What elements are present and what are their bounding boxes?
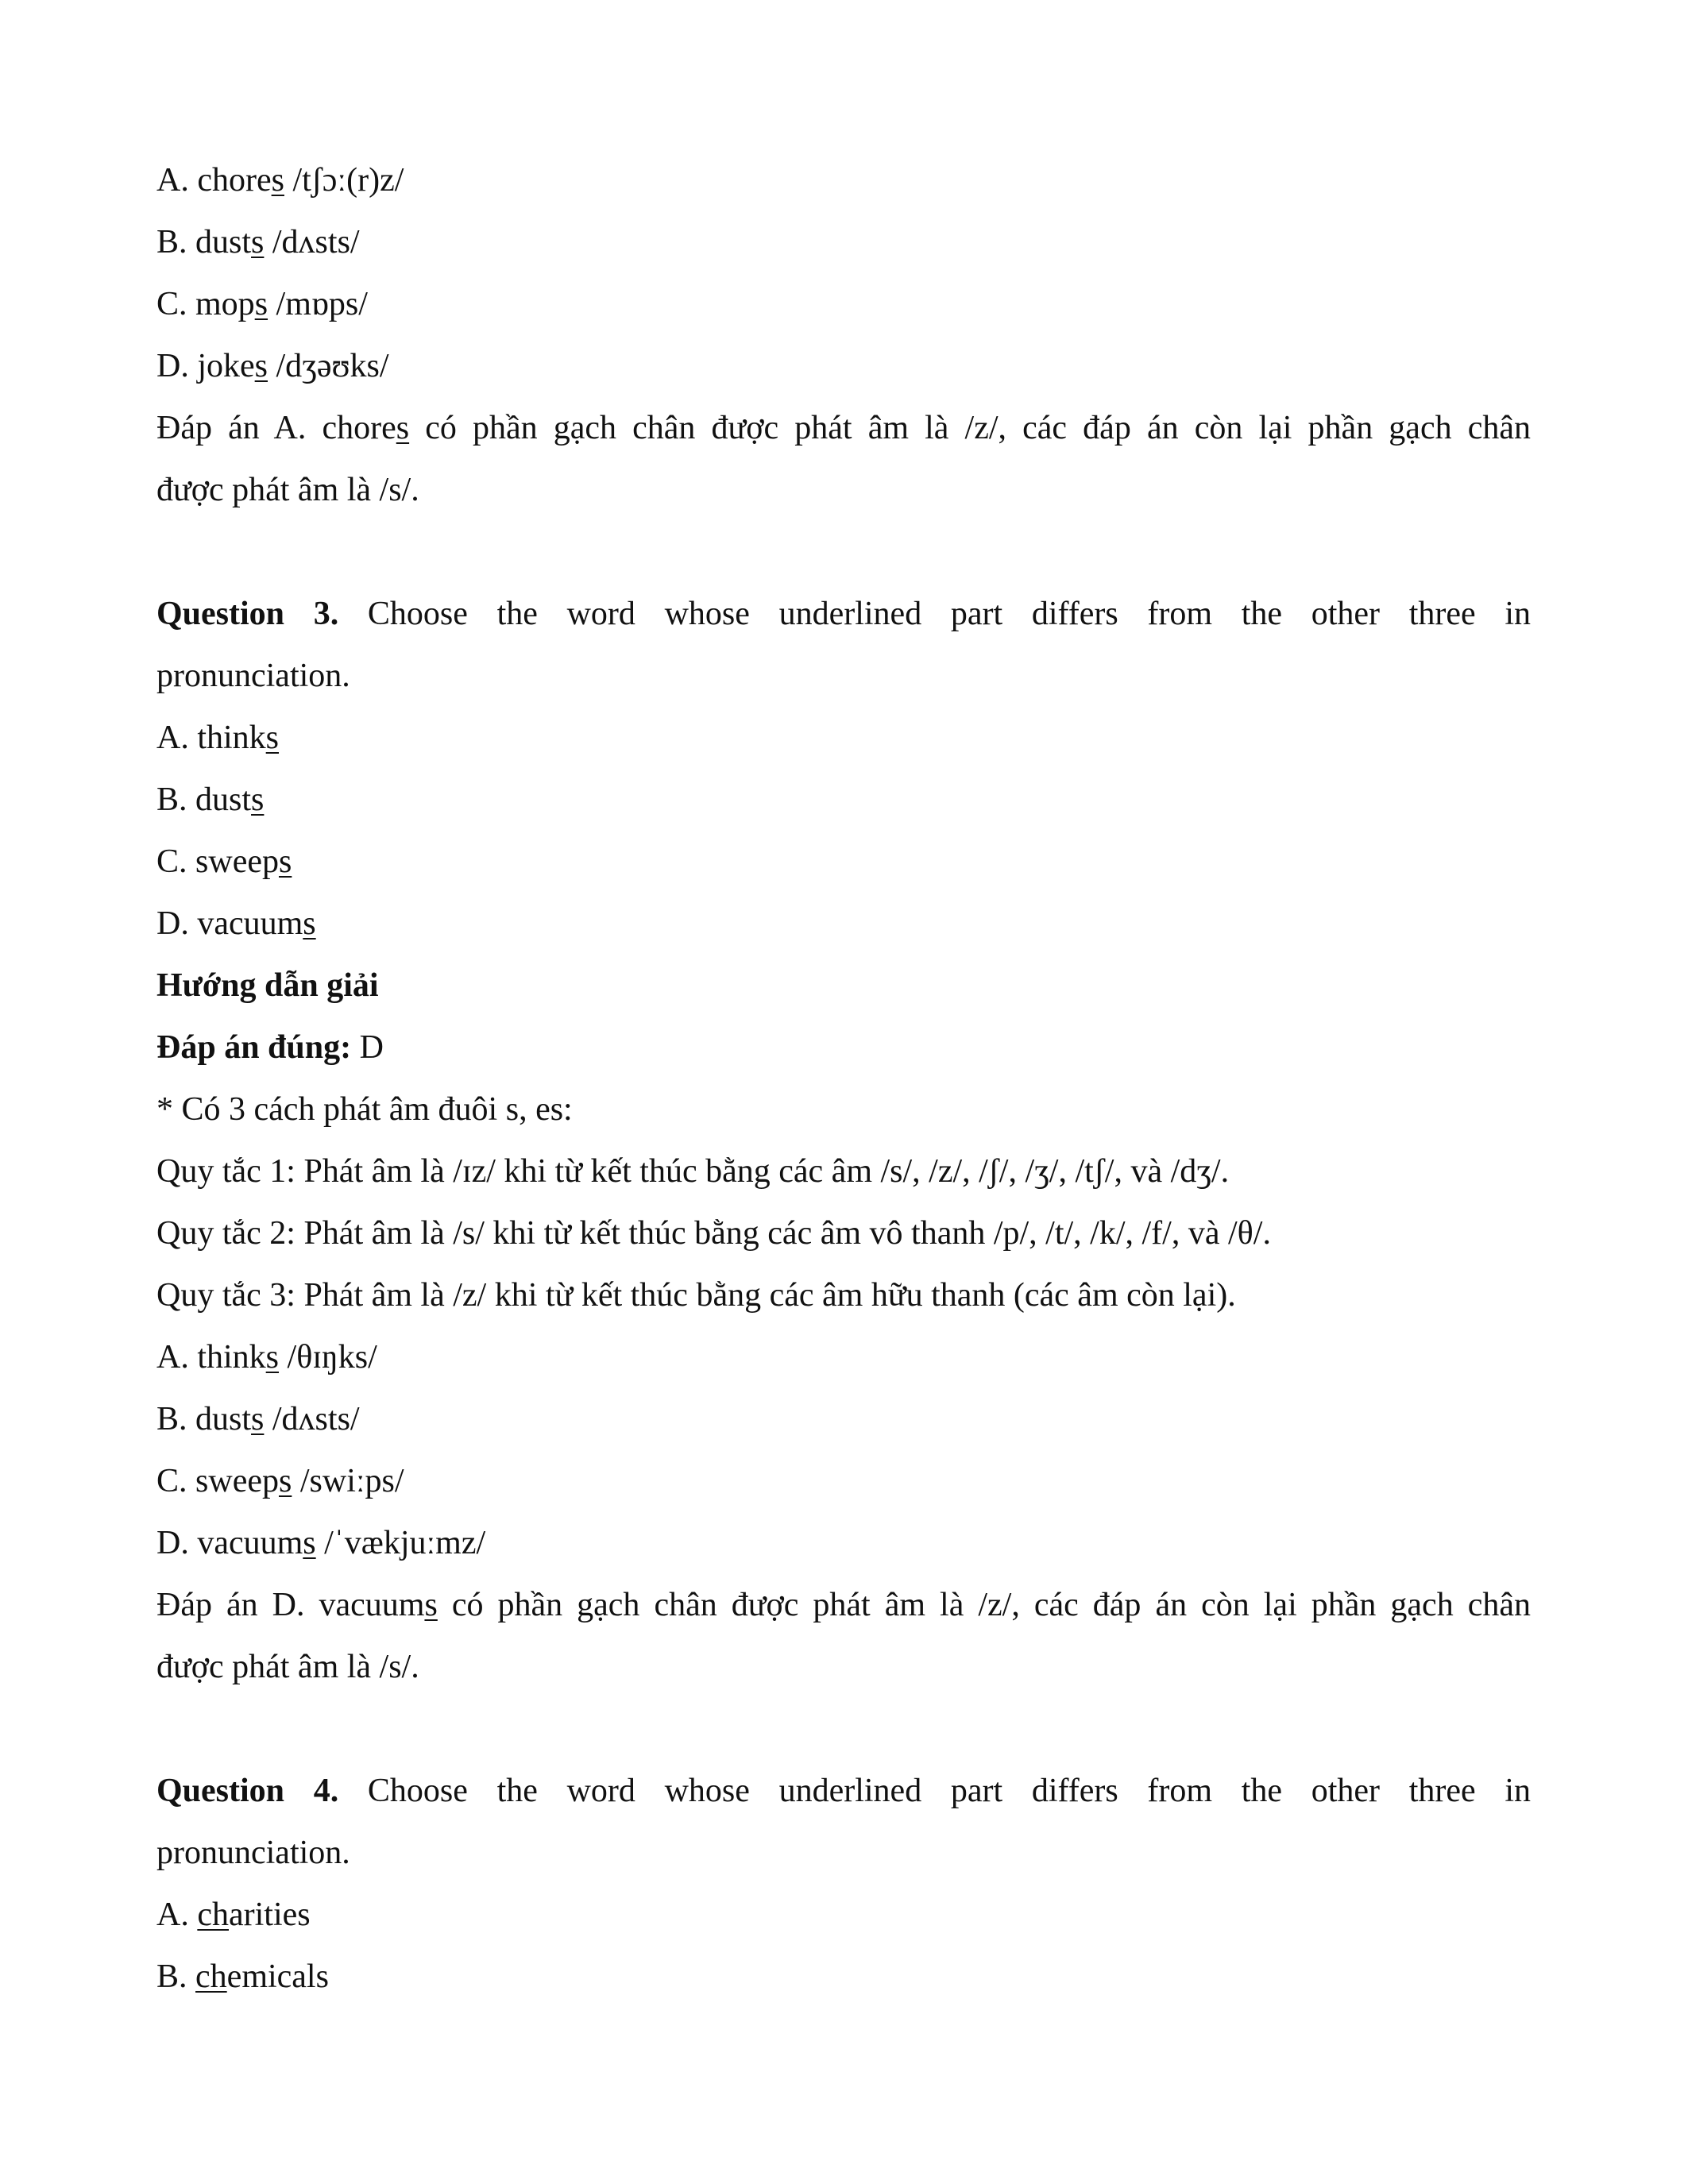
q3-expl-a: A. thinks /θɪŋks/	[156, 1339, 377, 1376]
q3-option-c: C. sweeps	[156, 843, 292, 880]
q4-option-a: A. charities	[156, 1897, 311, 1933]
q2-option-c: C. mops /mɒps/	[156, 286, 368, 322]
q4-prompt: Question 4. Choose the word whose underlined part differs from the other three in	[156, 1773, 1532, 1809]
q2-answer-line2: được phát âm là /s/.	[156, 472, 419, 508]
q3-rule-1: Quy tắc 1: Phát âm là /ɪz/ khi từ kết thúc bằng các âm /s/, /z/, /ʃ/, /ʒ/, /tʃ/, và /dʒ/.	[156, 1153, 1230, 1190]
q4-label: Question 4.	[156, 1773, 339, 1809]
q3-option-b: B. dusts	[156, 781, 265, 818]
q3-expl-d: D. vacuums /ˈvækjuːmz/	[156, 1525, 486, 1561]
q2-answer-line1: Đáp án A. chores có phần gạch chân được phát âm là /z/, các đáp án còn lại phần gạch chân	[156, 410, 1531, 446]
q4-prompt-line2: pronunciation.	[156, 1835, 350, 1871]
q4-option-b: B. chemicals	[156, 1958, 329, 1995]
q3-answer-line2: được phát âm là /s/.	[156, 1649, 419, 1685]
q3-prompt: Question 3. Choose the word whose underlined part differs from the other three in	[156, 596, 1532, 632]
q3-rule-2: Quy tắc 2: Phát âm là /s/ khi từ kết thúc bằng các âm vô thanh /p/, /t/, /k/, /f/, và /θ/.	[156, 1215, 1271, 1252]
q3-expl-b: B. dusts /dʌsts/	[156, 1401, 360, 1437]
q2-option-d: D. jokes /dʒəʊks/	[156, 348, 389, 384]
q3-intro: * Có 3 cách phát âm đuôi s, es:	[156, 1091, 573, 1128]
q3-prompt-line2: pronunciation.	[156, 658, 350, 694]
q3-option-d: D. vacuums	[156, 905, 316, 942]
q2-option-a: A. chores /tʃɔː(r)z/	[156, 162, 404, 199]
q3-answer-line1: Đáp án D. vacuums có phần gạch chân được phát âm là /z/, các đáp án còn lại phần gạch chân	[156, 1587, 1531, 1623]
q3-guide-title: Hướng dẫn giải	[156, 967, 379, 1004]
q3-expl-c: C. sweeps /swiːps/	[156, 1463, 404, 1499]
q2-option-b: B. dusts /dʌsts/	[156, 224, 360, 260]
q3-label: Question 3.	[156, 596, 339, 632]
q3-correct-answer: Đáp án đúng: D	[156, 1029, 384, 1066]
q3-rule-3: Quy tắc 3: Phát âm là /z/ khi từ kết thúc bằng các âm hữu thanh (các âm còn lại).	[156, 1277, 1236, 1314]
q3-option-a: A. thinks	[156, 720, 280, 756]
